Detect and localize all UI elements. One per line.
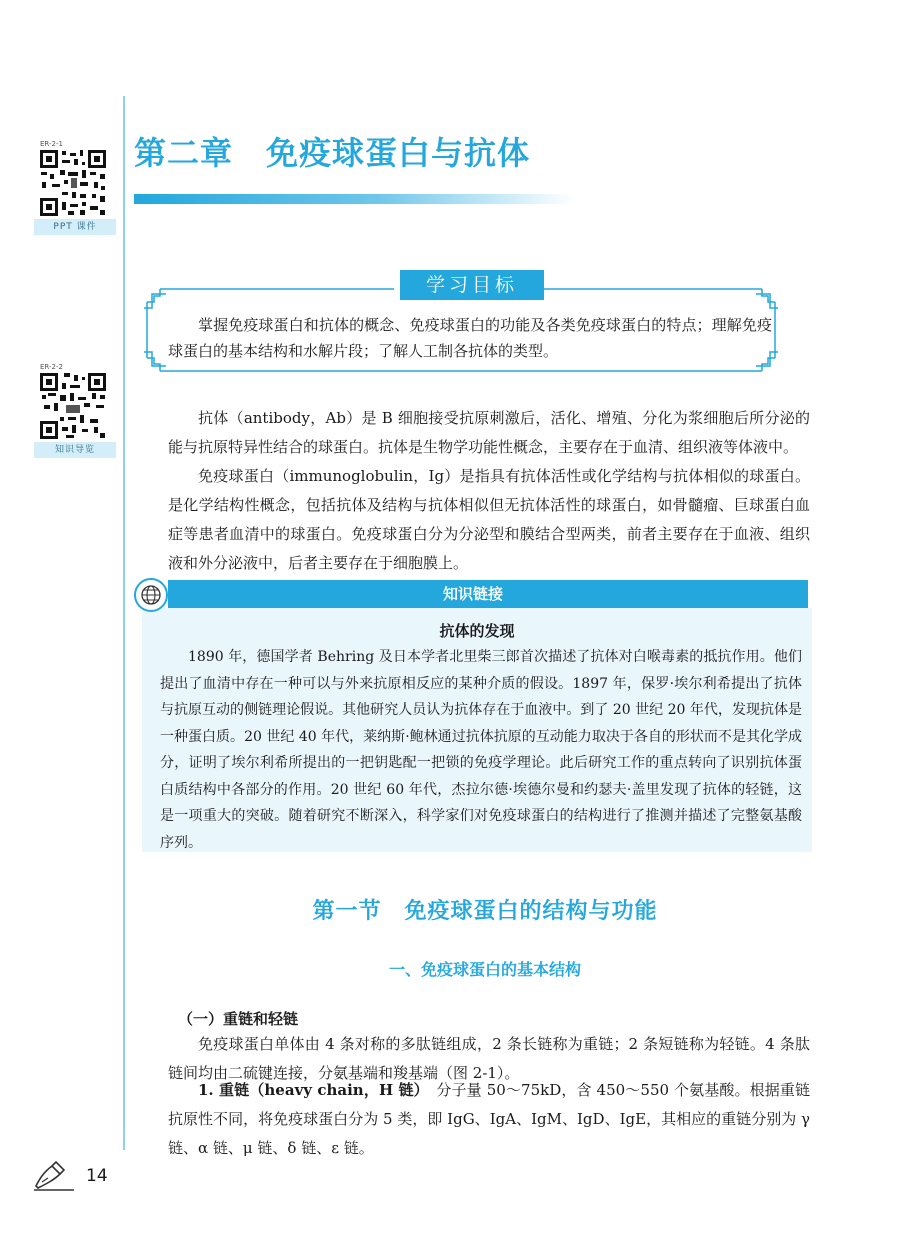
pen-icon [30,1160,78,1194]
paragraph-immunoglobulin: 免疫球蛋白（immunoglobulin，Ig）是指具有抗体活性或化学结构与抗体相似的球蛋白。是化学结构性概念，包括抗体及结构与抗体相似但无抗体活性的球蛋白，如骨髓瘤、巨球蛋白血症等患者血清中的球蛋白。免疫球蛋白分为分泌型和膜结合型两类，前者主要存在于血液、组织液和外分泌液中，后者主要存在于细胞膜上。 [168,467,810,572]
paragraph-structure: 免疫球蛋白单体由 4 条对称的多肽链组成，2 条长链称为重链；2 条短链称为轻链。4 条肽链间均由二硫键连接，分氨基端和羧基端（图 2-1）。 [168,1035,810,1082]
subsubsection-title: （一）重链和轻链 [178,1010,299,1028]
knowledge-link-subtitle: 抗体的发现 [439,622,515,640]
knowledge-link-heading: 知识链接 [442,585,503,603]
margin-rule [123,96,125,1150]
section-title: 第一节 免疫球蛋白的结构与功能 [312,899,658,924]
qr-code-icon[interactable] [38,148,108,218]
globe-icon [134,578,168,612]
objectives-heading: 学习目标 [400,270,544,300]
objectives-text: 掌握免疫球蛋白和抗体的概念、免疫球蛋白的功能及各类免疫球蛋白的特点；理解免疫球蛋白的基本结构和水解片段；了解人工制各抗体的类型。 [168,316,772,360]
paragraph-heavy-chain [168,1076,810,1163]
heavy-chain-term: 1. 重链（heavy chain，H 链） [198,1081,422,1099]
paragraph-antibody: 抗体（antibody，Ab）是 B 细胞接受抗原刺激后，活化、增殖、分化为浆细胞后所分泌的能与抗原特异性结合的球蛋白。抗体是生物学功能性概念，主要存在于血清、组织液等体液中。 [168,409,810,456]
qr-code-id-2: ER-2-2 [40,363,63,371]
qr-code-id-1: ER-2-1 [40,140,63,148]
chapter-title: 第二章 免疫球蛋白与抗体 [134,134,531,172]
qr-label-ppt[interactable]: PPT 课件 [34,219,116,235]
subsection-title: 一、免疫球蛋白的基本结构 [388,960,581,979]
knowledge-link-box [142,608,812,852]
knowledge-link-bar [168,580,808,608]
heavy-chain-text: 分子量 50～75kD，含 450～550 个氨基酸。根据重链抗原性不同，将免疫球蛋白分为 5 类，即 IgG、IgA、IgM、IgD、IgE，其相应的重链分别为 γ 链、α 链、μ 链、δ 链、ε 链。 [168,1081,810,1157]
knowledge-link-text: 1890 年，德国学者 Behring 及日本学者北里柴三郎首次描述了抗体对白喉毒素的抵抗作用。他们提出了血清中存在一种可以与外来抗原相反应的某种介质的假设。1897 年，保罗·埃尔利希提出了抗体与抗原互动的侧链理论假说。其他研究人员认为抗体存在于血液中。到了 20 世纪 20 年代，发现抗体是一种蛋白质。20 世纪 40 年代，莱纳斯·鲍林通过抗体抗原的互动能力取决于各自的形状而不是其化学成分，证明了埃尔利希所提出的一把钥匙配一把锁的免疫学理论。此后研究工作的重点转向了识别抗体蛋白质结构中各部分的作用。20 世纪 60 年代，杰拉尔德·埃德尔曼和约瑟夫·盖里发现了抗体的轻链，这是一项重大的突破。随着研究不断深入，科学家们对免疫球蛋白的结构进行了推测并描述了完整氨基酸序列。 [160,649,802,851]
page-number: 14 [86,1166,108,1186]
title-underline [134,194,574,204]
qr-label-knowledge[interactable]: 知识导览 [34,442,116,458]
qr-code-icon[interactable] [38,371,108,441]
